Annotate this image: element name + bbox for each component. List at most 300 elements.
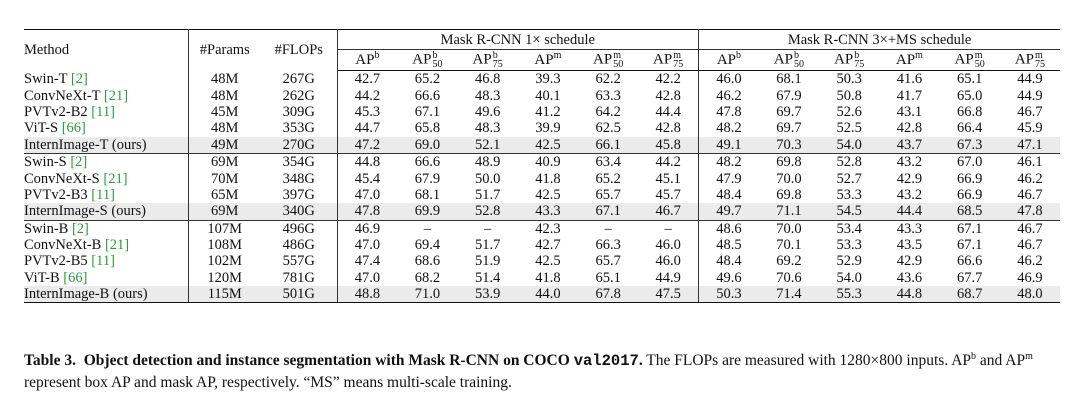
params-cell: 48M [211,87,239,104]
metric-cell: 50.3 [836,71,862,88]
metric-cell: 43.3 [518,203,578,220]
metric-cell: 63.3 [595,87,621,104]
metric-header-base: AP [716,52,736,68]
metric-cell: 42.9 [896,253,923,270]
header-group-3x-ms: Mask R-CNN 3×+MS schedule [699,30,1061,50]
metric-cell: 64.2 [595,103,621,120]
metric-cell: 41.6 [896,71,923,88]
metric-header-base: AP [472,51,492,68]
metric-cell: 54.0 [819,137,879,154]
results-table-container [24,29,1060,303]
citation-link[interactable]: [21] [103,87,129,104]
metric-cell: 62.5 [595,120,621,137]
metric-cell: 41.2 [535,103,561,120]
caption-bold-lead: Object detection and instance segmentation with Mask R-CNN on COCO [83,352,570,369]
table-row [24,237,1060,253]
flops-cell: 340G [261,203,337,220]
metric-cell: 48.5 [716,237,742,254]
metric-cell: 67.1 [414,103,441,120]
caption-split-name: val2017 [573,352,639,370]
metric-header-3x-4 [940,50,1000,71]
metric-header-base: AP [355,52,375,68]
metric-cell: 67.7 [956,269,983,286]
metric-cell: 43.2 [896,186,923,203]
table-row [24,153,1060,170]
metric-header-base: AP [773,51,793,68]
metric-cell: 54.5 [819,203,879,220]
method-cell [24,71,188,88]
table-row [24,220,1060,237]
metric-cell: 44.0 [518,286,578,303]
metric-cell: 68.7 [940,286,1000,303]
metric-cell: 52.8 [458,203,518,220]
metric-cell: 66.6 [956,253,983,270]
metric-cell: 67.9 [414,170,441,187]
metric-cell: 42.8 [638,87,698,103]
metric-header-sup: b [736,50,741,62]
metric-cell: 45.3 [354,103,381,120]
flops-cell: 348G [261,170,337,186]
metric-cell: 46.2 [1017,170,1043,187]
metric-cell: 69.7 [776,120,802,137]
metric-cell: 71.0 [397,286,457,303]
metric-cell: 46.9 [1017,269,1043,286]
metric-header-sub: 75 [854,59,865,70]
metric-cell: 69.4 [414,237,441,254]
metric-cell: 66.6 [414,87,441,104]
metric-cell: – [638,220,698,237]
metric-cell: 65.1 [595,269,621,286]
metric-header-sup: b [854,50,860,61]
metric-cell: 47.1 [1000,137,1060,154]
metric-cell: 47.0 [354,237,381,254]
metric-cell: 65.2 [414,71,441,88]
flops-cell: 309G [261,104,337,120]
metric-header-sub: 50 [974,59,985,70]
metric-cell: 47.8 [337,203,397,220]
metric-cell: 41.8 [535,269,561,286]
metric-header-sup: m [1035,50,1043,61]
table-row [24,286,1060,303]
metric-cell: – [397,220,457,237]
metric-cell: 46.0 [716,71,742,88]
method-cell [24,203,188,220]
citation-link[interactable]: [66] [63,269,88,286]
metric-cell: 50.0 [474,170,501,187]
table-row [24,120,1060,136]
metric-cell: 69.8 [759,153,819,170]
method-cell [24,87,188,103]
metric-cell: 46.2 [716,87,742,104]
metric-cell: 68.2 [414,269,441,286]
metric-cell: 52.7 [836,170,862,187]
table-row [24,71,1060,88]
method-name: ConvNeXt-T [24,87,104,104]
metric-cell: 52.5 [836,120,862,137]
params-cell: 45M [211,103,239,120]
metric-cell: 52.8 [819,153,879,170]
method-name: ConvNeXt-S [24,170,104,187]
metric-cell: 70.6 [776,269,802,286]
metric-header-base: AP [1014,51,1035,68]
metric-cell: 67.1 [578,203,638,220]
metric-cell: 44.4 [638,104,698,120]
method-name: ConvNeXt-B [24,237,105,254]
metric-cell: 42.5 [535,186,561,203]
citation-link[interactable]: [2] [70,154,88,171]
method-name: InternImage-S (ours) [24,203,146,220]
flops-cell: 267G [261,71,337,88]
table-row [24,187,1060,203]
metric-cell: 67.1 [940,220,1000,237]
metric-cell: 45.4 [354,170,381,187]
metric-cell: 65.7 [595,186,621,203]
metric-cell: 48.4 [716,253,742,270]
method-name: ViT-S [24,120,62,137]
table-row [24,87,1060,103]
params-cell: 120M [207,269,243,286]
params-cell: 108M [207,237,243,254]
metric-cell: 40.9 [518,153,578,170]
metric-cell: 44.2 [354,87,381,104]
metric-cell: 48.9 [458,153,518,170]
metric-cell: 51.4 [474,269,501,286]
method-cell [24,237,188,253]
metric-header-1x-3 [518,50,578,71]
metric-cell: 42.3 [518,220,578,237]
metric-cell: 47.8 [1000,203,1060,220]
metric-cell: 48.6 [699,220,759,237]
metric-cell: 67.1 [956,237,983,254]
table-row [24,253,1060,269]
metric-cell: 48.3 [474,87,501,104]
metric-header-3x-1 [759,50,819,71]
params-cell: 69M [188,203,261,220]
method-name: Swin-B [24,220,72,237]
metric-cell: 47.4 [354,253,381,270]
metric-cell: 41.8 [535,170,561,187]
metric-cell: 65.0 [956,87,983,104]
metric-header-3x-0 [699,50,759,71]
metric-cell: 66.8 [956,103,983,120]
flops-cell: 781G [261,270,337,286]
results-table [24,29,1060,303]
metric-cell: 69.9 [397,203,457,220]
metric-cell: 42.7 [354,71,381,88]
metric-cell: 42.5 [535,253,561,270]
metric-cell: 50.3 [699,286,759,303]
method-cell [24,187,188,203]
metric-header-3x-3 [879,50,939,71]
metric-cell: 46.7 [1017,103,1043,120]
metric-cell: 62.2 [595,71,621,88]
metric-cell: 47.0 [354,186,381,203]
metric-cell: 42.5 [518,137,578,154]
metric-cell: – [458,220,518,237]
metric-cell: 51.7 [474,237,501,254]
params-cell: 115M [188,286,261,303]
metric-cell: 47.2 [337,137,397,154]
metric-cell: 70.0 [759,220,819,237]
header-params: #Params [188,30,261,71]
params-cell: 107M [188,220,261,237]
citation-link[interactable]: [11] [91,186,115,203]
metric-cell: 67.0 [940,153,1000,170]
metric-cell: 48.4 [716,186,742,203]
metric-cell: 70.0 [776,170,802,187]
metric-cell: 67.9 [776,87,802,104]
metric-header-base: AP [534,52,554,68]
metric-cell: 49.1 [699,137,759,154]
metric-cell: 67.3 [940,137,1000,154]
metric-cell: 71.1 [759,203,819,220]
metric-cell: 43.6 [896,269,923,286]
metric-cell: 46.8 [474,71,501,88]
metric-cell: 63.4 [578,153,638,170]
metric-cell: 66.1 [578,137,638,154]
metric-cell: 65.2 [595,170,621,187]
table-body [24,71,1060,303]
method-name: Swin-S [24,154,71,171]
metric-cell: 68.5 [940,203,1000,220]
flops-cell: 354G [261,153,337,170]
caption-sup-b: b [971,350,977,362]
caption-sup-m: m [1025,350,1033,362]
flops-cell: 353G [261,120,337,136]
metric-header-sup: m [915,50,923,62]
metric-cell: 51.7 [474,186,501,203]
metric-header-base: AP [954,51,974,68]
metric-cell: 48.8 [337,286,397,303]
citation-link[interactable]: [11] [91,103,115,120]
metric-cell: 48.0 [1000,286,1060,303]
method-cell [24,220,188,237]
metric-cell: 47.8 [716,103,742,120]
metric-header-sub: 75 [492,59,503,70]
metric-header-1x-2 [458,50,518,71]
metric-cell: 42.9 [896,170,923,187]
metric-cell: 65.8 [414,120,441,137]
metric-cell: 53.4 [819,220,879,237]
method-cell [24,104,188,120]
metric-cell: 46.7 [1000,220,1060,237]
method-name: ViT-B [24,269,64,286]
flops-cell: 496G [261,220,337,237]
metric-cell: 44.9 [1017,87,1043,104]
metric-header-sub: 75 [673,59,684,70]
metric-cell: 42.8 [896,120,923,137]
metric-cell: 43.3 [879,220,939,237]
metric-cell: – [578,220,638,237]
metric-cell: 47.5 [638,286,698,303]
metric-cell: 46.0 [638,237,698,253]
method-name: PVTv2-B2 [24,103,92,120]
method-cell [24,253,188,269]
metric-cell: 55.3 [819,286,879,303]
flops-cell: 486G [261,237,337,253]
caption-sentence-1: The FLOPs are measured with 1280×800 inputs. AP [642,352,972,369]
metric-cell: 46.7 [1017,186,1043,203]
metric-cell: 66.3 [595,237,621,254]
header-method: Method [24,30,188,71]
metric-cell: 71.4 [759,286,819,303]
metric-cell: 52.1 [458,137,518,154]
metric-header-sup: b [492,50,498,61]
metric-header-sup: b [794,50,799,61]
metric-cell: 45.8 [638,137,698,154]
flops-cell: 270G [261,137,337,154]
params-cell: 49M [188,137,261,154]
method-name: InternImage-B (ours) [24,286,148,303]
caption-sentence-2: represent box AP and mask AP, respectively. “MS” means multi-scale training. [24,374,512,391]
params-cell: 70M [211,170,239,187]
metric-cell: 68.1 [776,71,802,88]
metric-cell: 44.9 [1017,71,1043,88]
metric-cell: 41.7 [896,87,923,104]
metric-cell: 39.9 [535,120,561,137]
metric-header-3x-2 [819,50,879,71]
metric-cell: 46.7 [1017,237,1043,254]
params-cell: 48M [211,120,239,137]
metric-cell: 65.7 [595,253,621,270]
metric-cell: 48.2 [716,120,742,137]
metric-cell: 44.7 [354,120,381,137]
metric-cell: 43.5 [896,237,923,254]
metric-header-sup: m [553,50,562,62]
caption-bold-end: . [638,352,643,369]
metric-cell: 53.3 [836,186,862,203]
metric-cell: 69.0 [397,137,457,154]
metric-header-sup: m [974,50,983,61]
metric-cell: 42.8 [638,120,698,136]
metric-header-sup: m [613,50,621,61]
metric-cell: 46.9 [337,220,397,237]
method-cell [24,120,188,136]
metric-cell: 46.2 [1017,253,1043,270]
metric-header-sub: 75 [1035,59,1046,70]
method-name: PVTv2-B5 [24,253,92,270]
table-caption [24,350,1060,393]
metric-cell: 66.4 [956,120,983,137]
table-row [24,104,1060,120]
caption-label: Table 3. [24,352,76,369]
metric-cell: 52.6 [836,103,862,120]
metric-header-base: AP [653,51,673,68]
metric-cell: 53.3 [836,237,862,254]
metric-header-1x-5 [638,50,698,71]
params-cell: 65M [211,186,239,203]
metric-cell: 45.1 [638,170,698,186]
metric-header-sub: 50 [613,59,624,70]
table-row [24,170,1060,186]
header-flops: #FLOPs [261,30,337,71]
method-cell [24,270,188,286]
metric-cell: 52.9 [836,253,862,270]
metric-cell: 47.9 [716,170,742,187]
metric-cell: 43.2 [879,153,939,170]
metric-cell: 69.7 [776,103,802,120]
citation-link[interactable]: [11] [91,253,115,270]
metric-cell: 66.9 [956,186,983,203]
metric-cell: 54.0 [836,269,862,286]
metric-header-base: AP [895,52,916,68]
method-cell [24,286,188,303]
metric-cell: 68.6 [414,253,441,270]
metric-header-sub: 50 [432,59,443,70]
metric-cell: 40.1 [535,87,561,104]
metric-cell: 45.7 [638,187,698,203]
metric-header-3x-5 [1000,50,1060,71]
metric-cell: 48.2 [699,153,759,170]
metric-cell: 43.1 [896,103,923,120]
metric-cell: 67.8 [578,286,638,303]
metric-header-sup: b [432,50,438,61]
metric-cell: 44.9 [638,270,698,286]
citation-link[interactable]: [21] [104,237,130,254]
metric-cell: 49.7 [699,203,759,220]
params-cell: 69M [188,153,261,170]
metric-cell: 42.2 [638,71,698,88]
method-cell [24,170,188,186]
metric-cell: 44.8 [879,286,939,303]
citation-link[interactable]: [2] [71,220,89,237]
table-row [24,137,1060,154]
flops-cell: 501G [261,286,337,303]
metric-cell: 49.6 [474,103,501,120]
metric-cell: 44.2 [638,153,698,170]
metric-cell: 44.8 [337,153,397,170]
metric-cell: 46.1 [1000,153,1060,170]
metric-cell: 43.7 [879,137,939,154]
metric-cell: 47.0 [354,269,381,286]
citation-link[interactable]: [2] [70,70,88,87]
metric-cell: 70.3 [759,137,819,154]
metric-cell: 45.9 [1017,120,1043,137]
method-cell [24,153,188,170]
metric-header-base: AP [412,51,432,68]
method-name: InternImage-T (ours) [24,136,147,153]
citation-link[interactable]: [66] [61,120,86,137]
metric-cell: 49.6 [716,269,742,286]
header-group-1x: Mask R-CNN 1× schedule [337,30,699,50]
metric-cell: 65.1 [956,71,983,88]
metric-cell: 53.9 [458,286,518,303]
method-name: PVTv2-B3 [24,186,92,203]
metric-cell: 66.9 [956,170,983,187]
table-row [24,270,1060,286]
metric-header-1x-4 [578,50,638,71]
method-name: Swin-T [24,70,71,87]
metric-cell: 69.2 [776,253,802,270]
metric-cell: 69.8 [776,186,802,203]
metric-header-sub: 50 [794,59,804,70]
metric-header-base: AP [834,51,854,68]
metric-cell: 51.9 [474,253,501,270]
metric-header-1x-0 [337,50,397,71]
metric-cell: 44.4 [879,203,939,220]
flops-cell: 557G [261,253,337,269]
metric-cell: 48.3 [474,120,501,137]
citation-link[interactable]: [21] [103,170,128,187]
params-cell: 48M [211,70,239,87]
metric-cell: 50.8 [836,87,862,104]
caption-mid: and AP [976,352,1026,369]
flops-cell: 262G [261,87,337,103]
metric-cell: 39.3 [535,71,561,88]
metric-header-sup: m [673,50,682,61]
flops-cell: 397G [261,187,337,203]
metric-cell: 46.7 [638,203,698,220]
